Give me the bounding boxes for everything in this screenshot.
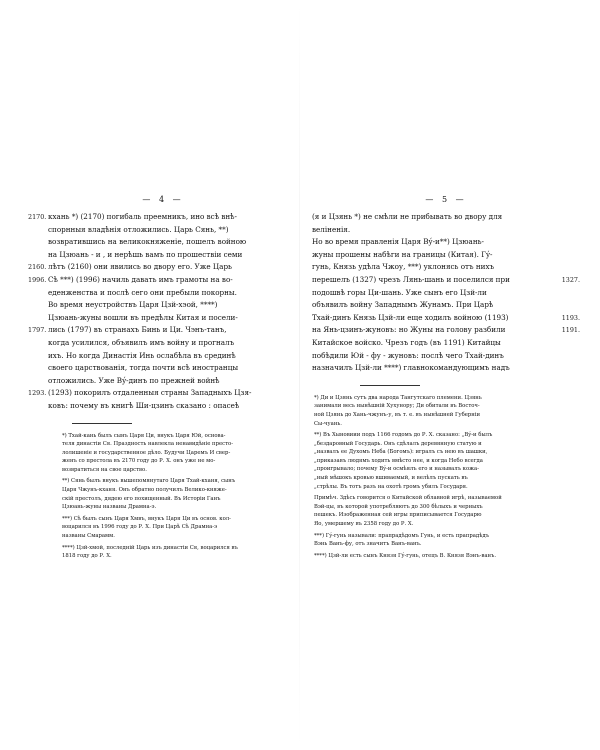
footnote-divider (72, 423, 132, 424)
line-text: когда усилился, объявилъ имъ войну и прогналъ (48, 337, 235, 347)
footnote-line: „проигрывало; почему Вý-и осмѣялъ его и называлъ кожа- (314, 466, 479, 473)
line-text: отложились. Уже Вý-динъ по прежней войнѣ (48, 375, 220, 385)
footnote-line: Вэнь Ванъ-фу, отъ значитъ Ванъ-ванъ. (314, 541, 422, 548)
footnote-line: скій престолъ, дядею его похищенный. Въ Исторіи Ганъ (62, 495, 221, 502)
footnote-line: 1818 году до Р. Х. (62, 553, 112, 560)
footnote-line: теля династіи Ся. Праздность навлекла ненавидѣніе престо- (62, 441, 233, 448)
footnote-line: занимали весь нынѣшній Хухунору; Ди обитали въ Восточ- (314, 403, 480, 410)
footnote-line: **) Сянь былъ внукъ вышепомянутаго Царя Тхай-кханя, сынъ (62, 478, 236, 485)
text-line (312, 350, 580, 363)
footnotes (28, 432, 298, 561)
footnote (312, 532, 580, 549)
footnote-line: лолишеніе и государственное дѣло. Будучи Царемъ И свер- (62, 449, 231, 456)
line-text: ковъ: почему въ книгѣ Ши-цзинъ сказано : опасеѣ (48, 400, 240, 410)
text-line (28, 362, 298, 375)
margin-year: 2170. (28, 213, 47, 221)
text-line (28, 400, 298, 413)
line-text: возвратившись на великокняженіе, пошелъ войною (48, 237, 247, 247)
footnote-line: „стрѣлы. Въ тотъ разъ на охотѣ громъ убилъ Государя. (314, 483, 468, 490)
line-text: веліненія. (312, 224, 351, 234)
text-line (28, 236, 298, 249)
footnote-line: ****) Цзй-хмой, последній Царь изъ династіи Ся, воцарился въ (62, 544, 238, 551)
line-text: на Цзюань - и , и нерѣшь вамъ по прошествіи семи (48, 249, 243, 259)
line-text: кхань *) (2170) погибаль преемникъ, ино всѣ внѣ- (48, 212, 237, 221)
text-line (312, 261, 580, 274)
line-text: назначилъ Цзй-ли ****) главнокомандующимъ надъ (312, 363, 510, 373)
footnote-line: „назвалъ ее Духомъ Неба (Богомъ): игралъ съ нею въ шашки, (314, 449, 488, 456)
footnote (28, 515, 298, 541)
text-line (28, 337, 298, 350)
footnote (312, 494, 580, 528)
footnote-line: Примѣч. Здѣсь говорится о Китайской облавной игрѣ, называемой (314, 495, 502, 502)
footnote (312, 552, 580, 561)
footnote-line: возвратиться на свое царство. (62, 466, 147, 473)
text-line (312, 312, 580, 325)
footnote-line: „бездаровный Государь. Онъ сдѣлалъ деревянную статую и (314, 440, 482, 447)
footnote-line: пешекъ. Изображенная сей игры приписывается Государю (314, 512, 482, 519)
text-line (28, 387, 298, 400)
margin-year: 1193. (561, 313, 580, 322)
footnote (312, 394, 580, 428)
line-text: Во время неустройствъ Царя Цзй-хэой, ****) (48, 300, 218, 310)
line-text: Китайское войско. Чрезъ годъ (въ 1191) Китайцы (312, 337, 501, 347)
line-text: (1293) покорилъ отдаленныя страны Западныхъ Цзя- (48, 388, 252, 398)
line-text: Но во время правленія Царя Вý-и**) Цзюань- (312, 237, 484, 247)
line-text: своего царствованія, тогда почти всѣ иностранцы (48, 363, 239, 373)
text-line (28, 211, 298, 224)
right-page (312, 195, 580, 563)
text-line (312, 274, 580, 287)
text-line (28, 299, 298, 312)
text-line (28, 312, 298, 325)
text-line (28, 224, 298, 237)
margin-year: 1996. (28, 275, 47, 284)
text-line (312, 337, 580, 350)
line-text: жуны прошены набѣги на границы (Китая). Гý- (312, 249, 493, 259)
line-text: гунь, Князь удѣла Чжоу, ***) уклонясь отъ нихъ (312, 262, 495, 272)
text-line (28, 274, 298, 287)
text-line (312, 362, 580, 375)
text-line (312, 211, 580, 224)
body-text (28, 211, 298, 413)
footnote (312, 431, 580, 491)
text-line (312, 324, 580, 337)
body-text (312, 211, 580, 375)
footnote-line: Сы-чуань. (314, 420, 342, 427)
left-page (28, 195, 298, 564)
footnote-line: Вэй-цы, въ которой употребляютъ до 300 бѣлыхъ и черныхъ (314, 503, 483, 510)
line-text: лись (1797) въ странахъ Бинь и Ци. Чэнъ-танъ, (48, 325, 227, 335)
footnote-line: ***) Гý-гунь называли: прапрадѣдомъ Гунь, и есть прапрадѣдъ (314, 532, 489, 539)
footnote-line: ***) Сѣ былъ сынъ Царя Хмвъ, внукъ Царя Ци въ основ. кол- (62, 515, 231, 522)
footnote-line: **) Въ Хыновиии подъ 1166 годомъ до Р. Х. сказано: „Вý-и былъ (314, 432, 493, 439)
text-line (28, 350, 298, 363)
text-line (312, 224, 580, 237)
line-text: еденженства и послѣ сего они пребыли покорны. (48, 287, 237, 297)
line-text: подошвѣ горы Ци-шань. Уже сынъ его Цзй-ли (312, 287, 487, 297)
line-text: Сѣ ***) (1996) начиль давать имъ грамоты на во- (48, 274, 233, 284)
footnote-line: Царя Чжунъ-кханя. Онъ обратно получилъ Велико-княже- (62, 487, 227, 494)
text-line (28, 375, 298, 388)
margin-year: 1327. (561, 275, 580, 284)
margin-year: 2160. (28, 263, 47, 272)
line-text: ихъ. Но когда Династія Инь ослабѣла въ срединѣ (48, 350, 236, 360)
text-line (28, 261, 298, 274)
line-text: перешелъ (1327) чрезъ Лянь-шань и поселился при (312, 274, 510, 284)
footnote (28, 432, 298, 475)
footnote-divider (360, 385, 420, 386)
line-text: Тхай-динъ Князь Цзй-ли еще ходилъ войною (1193) (312, 312, 509, 322)
line-text: спорнныя владѣнія отложились. Царь Сянь, **) (48, 224, 229, 234)
footnote-line: „приказавъ людямъ ходить вмѣсто нее, и когда Небо всегда (314, 457, 483, 464)
footnote-line: названы Смарамм. (62, 533, 115, 540)
line-text: Цзюань-жуны вошли въ предѣлы Китая и посели- (48, 312, 238, 322)
footnote-line: *) Ди и Цзянь сутъ два народа Тангутскаго племени. Цзянь (314, 394, 482, 401)
footnote-line: „ный мѣшокъ кровью вшиваемый, и велѣлъ пускать въ (314, 475, 468, 482)
footnote-line: Цзюань-жуны названы Драмна-э. (62, 504, 157, 511)
footnote-line: *) Тхай-кань былъ сынъ Царя Ци, внукъ Царя Юй, основа- (62, 432, 226, 439)
text-line (28, 249, 298, 262)
footnote-line: ****) Цзй-ли есть сынъ Князя Гý-гунь, отецъ В. Князя Вэнъ-ванъ. (314, 552, 497, 559)
footnote-line: ной Цзянь до Хань-чжунъ-у, въ т. е. въ нынѣшней Губерніи (314, 411, 481, 418)
text-line (28, 324, 298, 337)
line-text: (я и Цзянь *) не смѣли не прибывать во двору для (312, 212, 503, 221)
footnote (28, 477, 298, 511)
page-number: — 5 — (425, 195, 467, 204)
line-text: лѣтъ (2160) они явились во двору его. Уже Царь (48, 262, 232, 272)
line-text: на Янь-цзинъ-жуновъ: но Жуны на голову разбили (312, 325, 506, 335)
margin-year: 1293. (28, 389, 47, 398)
line-text: объявилъ войну Западнымъ Жунамъ. При Царѣ (312, 300, 494, 310)
footnote (28, 544, 298, 561)
text-line (312, 299, 580, 312)
footnotes (312, 394, 580, 561)
page-number: — 4 — (142, 195, 184, 204)
margin-year: 1191. (561, 326, 580, 335)
text-line (312, 236, 580, 249)
footnote-line: воцарился въ 1996 году до Р. Х. При Царѣ Сѣ Драмна-э (62, 524, 218, 531)
footnote-line: женъ со престола въ 2170 году до Р. Х. онъ уже не мо- (62, 458, 216, 465)
book-gutter (299, 0, 300, 750)
text-line (312, 249, 580, 262)
text-line (312, 287, 580, 300)
footnote-line: Яо, умершему въ 2358 году до Р. Х. (314, 521, 414, 528)
margin-year: 1797. (28, 326, 47, 335)
line-text: побѣдили Юй - фу - жуновъ: послѣ чего Тхай-динъ (312, 350, 504, 360)
text-line (28, 287, 298, 300)
